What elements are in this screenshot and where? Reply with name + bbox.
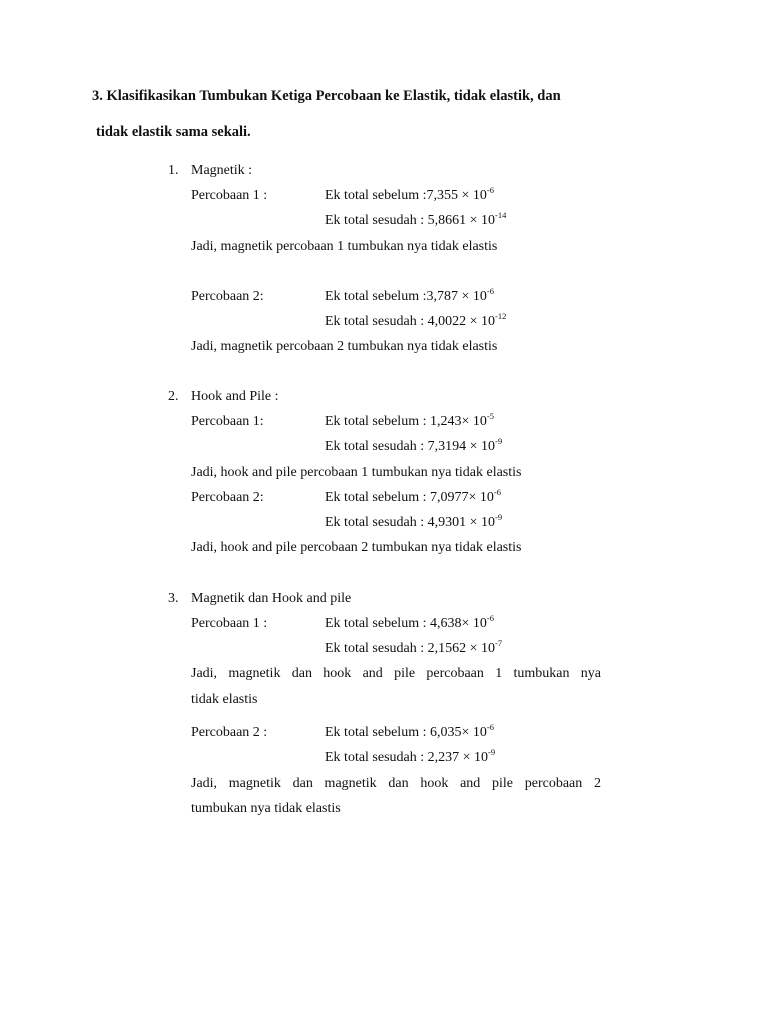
trial-label: Percobaan 1 : — [191, 188, 268, 203]
trial-label: Percobaan 1 : — [191, 616, 268, 631]
trial-conclusion: Jadi, magnetik percobaan 1 tumbukan nya tidak elastis — [191, 239, 498, 254]
ek-after-value: Ek total sesudah : $7,3194 \times 10^{-9}$ — [325, 436, 503, 454]
section-number: 1. — [168, 163, 179, 178]
ek-before-value: Ek total sebelum :3,787 × $10^{-6}$ — [325, 286, 494, 304]
exponent: -12 — [495, 311, 507, 321]
trial-conclusion-line-1: Jadi, magnetik dan magnetik dan hook and pile percobaan 2 — [191, 776, 601, 791]
ek-after-value: Ek total sesudah : $4,9301 \times 10^{-9}$ — [325, 512, 503, 530]
trial-conclusion: Jadi, hook and pile percobaan 2 tumbukan nya tidak elastis — [191, 540, 522, 555]
section-number: 3. — [168, 591, 179, 606]
section-title: Hook and Pile : — [191, 389, 279, 404]
trial-conclusion-line-2: tumbukan nya tidak elastis — [191, 801, 341, 816]
exponent: -5 — [486, 411, 494, 421]
question-heading-line-1: 3. Klasifikasikan Tumbukan Ketiga Percobaan ke Elastik, tidak elastik, dan — [92, 88, 561, 104]
exponent: -6 — [486, 185, 494, 195]
trial-label: Percobaan 2: — [191, 490, 264, 505]
section-title: Magnetik : — [191, 163, 253, 178]
exponent: -9 — [495, 512, 503, 522]
section-title: Magnetik dan Hook and pile — [191, 591, 352, 606]
trial-conclusion: Jadi, hook and pile percobaan 1 tumbukan nya tidak elastis — [191, 465, 522, 480]
exponent: -6 — [486, 613, 494, 623]
ek-after-value: Ek total sesudah : $5,8661 \times 10^{-14}$ — [325, 210, 507, 228]
exponent: -14 — [495, 210, 507, 220]
ek-before-value: Ek total sebelum : $7,0977\times 10^{-6}$ — [325, 487, 501, 505]
exponent: -9 — [488, 747, 496, 757]
trial-conclusion: Jadi, magnetik percobaan 2 tumbukan nya tidak elastis — [191, 339, 498, 354]
exponent: -6 — [493, 487, 501, 497]
exponent: -9 — [495, 436, 503, 446]
trial-conclusion-line-1: Jadi, magnetik dan hook and pile percobaan 1 tumbukan nya — [191, 666, 601, 681]
ek-before-value: Ek total sebelum : $1,243\times 10^{-5}$ — [325, 411, 494, 429]
trial-label: Percobaan 2 : — [191, 725, 268, 740]
question-heading-line-2: tidak elastik sama sekali. — [96, 124, 251, 140]
section-number: 2. — [168, 389, 179, 404]
exponent: -6 — [486, 722, 494, 732]
trial-label: Percobaan 1: — [191, 414, 264, 429]
ek-after-value: Ek total sesudah : $2,237 \times 10^{-9}$ — [325, 747, 496, 765]
ek-after-value: Ek total sesudah : $4,0022 \times 10^{-12}$ — [325, 311, 507, 329]
trial-conclusion-line-2: tidak elastis — [191, 692, 258, 707]
exponent: -7 — [495, 638, 503, 648]
ek-after-value: Ek total sesudah : $2,1562 \times 10^{-7}$ — [325, 638, 503, 656]
ek-before-value: Ek total sebelum : $4,638\times 10^{-6}$ — [325, 613, 494, 631]
ek-before-value: Ek total sebelum :7,355 × $10^{-6}$ — [325, 185, 494, 203]
ek-before-value: Ek total sebelum : $6,035\times 10^{-6}$ — [325, 722, 494, 740]
exponent: -6 — [486, 286, 494, 296]
trial-label: Percobaan 2: — [191, 289, 264, 304]
